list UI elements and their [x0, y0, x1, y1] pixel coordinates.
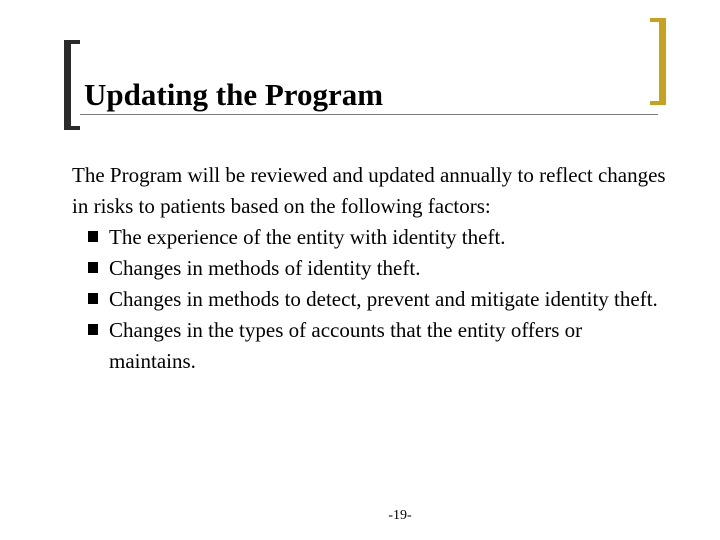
square-bullet-icon: [88, 324, 98, 335]
slide-body: [72, 160, 672, 377]
list-item-text: Changes in methods to detect, prevent and mitigate identity theft.: [109, 287, 658, 311]
right-bracket-top-cap: [650, 18, 666, 22]
slide-title: Updating the Program: [84, 77, 384, 112]
square-bullet-icon: [88, 293, 98, 304]
left-bracket-top-cap: [64, 40, 80, 44]
list-item: [72, 315, 672, 377]
left-bracket-bar: [64, 40, 71, 130]
left-bracket-decoration: [64, 40, 80, 130]
list-item-text: Changes in methods of identity theft.: [109, 256, 421, 280]
right-bracket-decoration: [650, 18, 666, 105]
right-bracket-bar: [659, 18, 666, 105]
list-item: [72, 284, 672, 315]
right-bracket-bottom-cap: [650, 101, 666, 105]
page-number: -19-: [388, 508, 412, 523]
title-underline: [80, 114, 658, 115]
factor-list: [72, 222, 672, 377]
left-bracket-bottom-cap: [64, 126, 80, 130]
intro-paragraph: The Program will be reviewed and updated annually to reflect changes in risks to patients based on the following factors:: [72, 163, 666, 218]
square-bullet-icon: [88, 262, 98, 273]
square-bullet-icon: [88, 231, 98, 242]
list-item: [72, 253, 672, 284]
list-item: [72, 222, 672, 253]
list-item-text: Changes in the types of accounts that the entity offers or maintains.: [109, 318, 583, 373]
list-item-text: The experience of the entity with identity theft.: [109, 225, 506, 249]
